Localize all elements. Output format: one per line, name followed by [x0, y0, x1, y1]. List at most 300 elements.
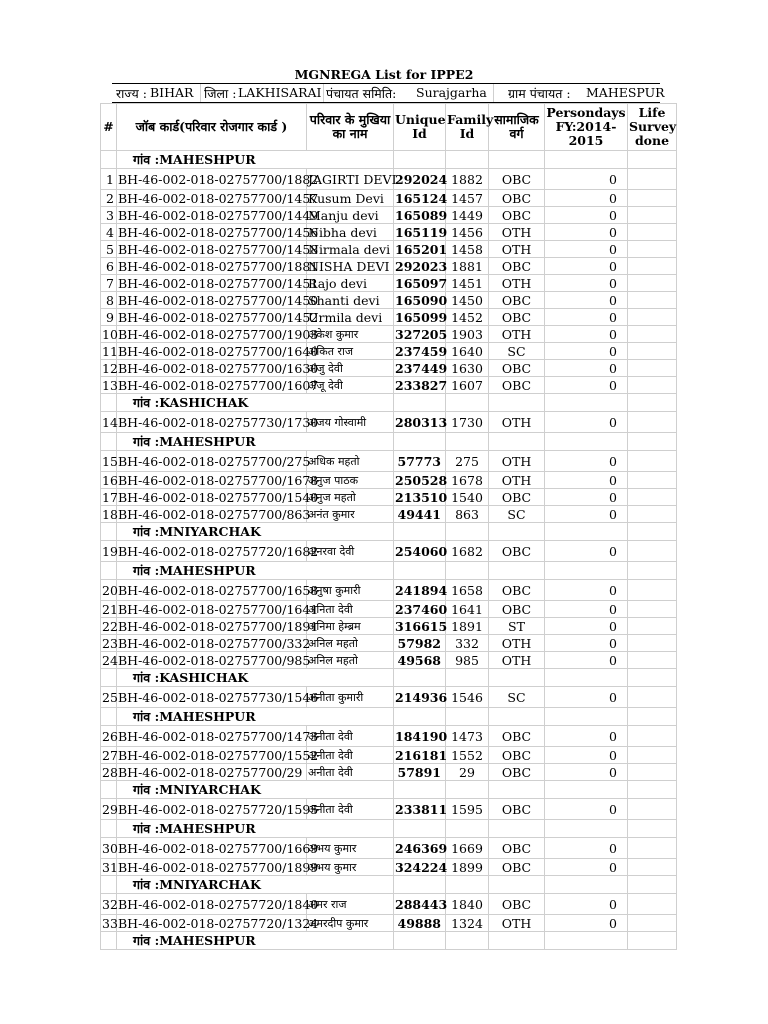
- empty-cell: [489, 932, 545, 950]
- empty-cell: [446, 669, 489, 687]
- panchayat-label: ग्राम पंचायत :: [508, 86, 571, 101]
- village-header-row: [101, 151, 677, 169]
- life-survey-cell: [628, 764, 677, 781]
- empty-cell: [101, 708, 117, 726]
- job-card-number: BH-46-002-018-02757700/1458: [118, 241, 319, 257]
- empty-cell: [101, 562, 117, 580]
- col-header-life-survey: Life Survey done: [628, 104, 677, 151]
- village-name: गांव :MNIYARCHAK: [117, 876, 394, 894]
- serial-number: 32: [101, 894, 117, 915]
- family-id: 1458: [446, 241, 489, 258]
- family-id: 1630: [446, 360, 489, 377]
- unique-id: 165090: [395, 292, 448, 308]
- persondays-value: 0: [545, 190, 628, 207]
- life-survey-cell: [628, 275, 677, 292]
- empty-cell: [545, 708, 628, 726]
- persondays-value: 0: [545, 859, 628, 876]
- life-survey-cell: [628, 224, 677, 241]
- village-header-row: [101, 932, 677, 950]
- empty-cell: [489, 523, 545, 541]
- social-category: SC: [489, 343, 545, 360]
- job-card-number: BH-46-002-018-02757700/1899: [118, 859, 319, 875]
- life-survey-cell: [628, 190, 677, 207]
- job-card-number: BH-46-002-018-02757700/1882: [117, 169, 307, 190]
- job-card-number: BH-46-002-018-02757720/1840: [117, 894, 307, 915]
- col-header-serial: #: [101, 104, 117, 151]
- head-of-family-name: NISHA DEVI: [307, 258, 394, 275]
- unique-id: 292024: [394, 169, 446, 190]
- persondays-value: 0: [545, 343, 628, 360]
- empty-cell: [545, 876, 628, 894]
- village-name: गांव :MAHESHPUR: [117, 562, 394, 580]
- serial-number: 1: [101, 169, 117, 190]
- unique-id: 237460: [395, 601, 448, 617]
- serial-number: 33: [102, 915, 118, 931]
- table-row: [101, 472, 677, 489]
- family-id: 1457: [446, 190, 489, 207]
- unique-id: 233827: [395, 377, 448, 393]
- empty-cell: [545, 820, 628, 838]
- persondays-value: 0: [545, 169, 628, 190]
- social-category: OBC: [489, 747, 545, 764]
- social-category: OTH: [489, 915, 545, 932]
- persondays-value: 0: [545, 687, 628, 708]
- persondays-value: 0: [545, 747, 628, 764]
- serial-number: 27: [102, 747, 118, 763]
- unique-id: 57982: [394, 635, 446, 652]
- social-category: OBC: [489, 764, 545, 781]
- family-id: 1881: [446, 258, 489, 275]
- table-row: [101, 451, 677, 472]
- family-id: 1641: [446, 601, 489, 618]
- job-card-number: BH-46-002-018-02757700/1678: [118, 472, 319, 488]
- empty-cell: [446, 562, 489, 580]
- empty-cell: [101, 523, 117, 541]
- social-category: OBC: [489, 541, 545, 562]
- persondays-value: 0: [545, 726, 628, 747]
- header-divider: [493, 84, 494, 102]
- head-of-family-name: अमर राज: [307, 894, 394, 915]
- serial-number: 4: [101, 224, 117, 241]
- empty-cell: [446, 433, 489, 451]
- unique-id: 214936: [394, 687, 446, 708]
- job-card-number: BH-46-002-018-02757700/275: [117, 451, 307, 472]
- unique-id: 327205: [395, 326, 448, 342]
- empty-cell: [545, 433, 628, 451]
- social-category: OBC: [489, 894, 545, 915]
- life-survey-cell: [628, 618, 677, 635]
- serial-number: 6: [101, 258, 117, 275]
- village-header-row: [101, 820, 677, 838]
- empty-cell: [545, 932, 628, 950]
- life-survey-cell: [628, 377, 677, 394]
- persondays-value: 0: [545, 241, 628, 258]
- table-row: [101, 190, 677, 207]
- family-id: 1882: [446, 169, 489, 190]
- village-name: गांव :MAHESHPUR: [117, 151, 394, 169]
- social-category: OBC: [489, 292, 545, 309]
- table-row: [101, 541, 677, 562]
- job-card-number: BH-46-002-018-02757730/1546: [117, 687, 307, 708]
- family-id: 1595: [446, 799, 489, 820]
- state-label: राज्य :: [116, 86, 147, 101]
- persondays-value: 0: [545, 224, 628, 241]
- family-id: 1730: [446, 412, 489, 433]
- empty-cell: [394, 562, 446, 580]
- life-survey-cell: [628, 687, 677, 708]
- life-survey-cell: [628, 451, 677, 472]
- empty-cell: [628, 562, 677, 580]
- head-of-family-name: अजय गोस्वामी: [307, 412, 394, 433]
- serial-number: 20: [101, 580, 117, 601]
- persondays-value: 0: [545, 838, 628, 859]
- social-category: OTH: [489, 472, 545, 489]
- empty-cell: [101, 433, 117, 451]
- life-survey-cell: [628, 541, 677, 562]
- social-category: OBC: [489, 360, 545, 377]
- unique-id: 165099: [395, 309, 448, 325]
- job-card-number: BH-46-002-018-02757700/1473: [117, 726, 307, 747]
- empty-cell: [446, 151, 489, 169]
- district-label: जिला :: [204, 86, 237, 101]
- life-survey-cell: [628, 343, 677, 360]
- mgnrega-table: [100, 103, 677, 950]
- empty-cell: [545, 523, 628, 541]
- head-of-family-name: अनिता देवी: [307, 601, 394, 618]
- unique-id: 165119: [395, 224, 448, 240]
- unique-id: 316615: [395, 618, 448, 634]
- persondays-value: 0: [545, 618, 628, 635]
- head-of-family-name: Kusum Devi: [307, 190, 394, 207]
- empty-cell: [446, 876, 489, 894]
- life-survey-cell: [628, 726, 677, 747]
- job-card-number: BH-46-002-018-02757700/1451: [118, 275, 319, 291]
- serial-number: 28: [102, 764, 118, 780]
- social-category: OTH: [489, 275, 545, 292]
- empty-cell: [394, 932, 446, 950]
- head-of-family-name: अमरदीप कुमार: [307, 915, 394, 932]
- unique-id: 165097: [395, 275, 448, 291]
- job-card-number: BH-46-002-018-02757700/1669: [117, 838, 307, 859]
- empty-cell: [628, 820, 677, 838]
- empty-cell: [101, 151, 117, 169]
- table-row: [101, 224, 677, 241]
- serial-number: 9: [101, 309, 117, 326]
- village-name: गांव :MAHESHPUR: [117, 820, 394, 838]
- empty-cell: [446, 932, 489, 950]
- life-survey-cell: [628, 412, 677, 433]
- table-row: [101, 169, 677, 190]
- table-row: [101, 412, 677, 433]
- social-category: OBC: [489, 309, 545, 326]
- village-name: गांव :MNIYARCHAK: [117, 523, 394, 541]
- family-id: 1546: [446, 687, 489, 708]
- empty-cell: [489, 820, 545, 838]
- job-card-number: BH-46-002-018-02757700/985: [118, 652, 311, 668]
- job-card-number: BH-46-002-018-02757720/1682: [117, 541, 307, 562]
- document-title: MGNREGA List for IPPE2: [294, 67, 474, 82]
- unique-id: 241894: [394, 580, 446, 601]
- job-card-number: BH-46-002-018-02757700/1641: [118, 601, 319, 617]
- village-name: गांव :MAHESHPUR: [117, 932, 394, 950]
- empty-cell: [489, 669, 545, 687]
- table-row: [101, 377, 677, 394]
- serial-number: 26: [101, 726, 117, 747]
- village-header-row: [101, 876, 677, 894]
- life-survey-cell: [628, 258, 677, 275]
- persondays-value: 0: [545, 412, 628, 433]
- empty-cell: [101, 669, 117, 687]
- empty-cell: [101, 932, 117, 950]
- head-of-family-name: अनंत कुमार: [307, 506, 394, 523]
- table-row: [101, 652, 677, 669]
- life-survey-cell: [628, 309, 677, 326]
- persondays-value: 0: [545, 652, 628, 669]
- serial-number: 15: [101, 451, 117, 472]
- head-of-family-name: अनीता देवी: [307, 764, 394, 781]
- family-id: 1640: [446, 343, 489, 360]
- table-row: [101, 360, 677, 377]
- head-of-family-name: अभय कुमार: [307, 859, 394, 876]
- serial-number: 22: [102, 618, 118, 634]
- head-of-family-name: अनुज पाठक: [307, 472, 394, 489]
- col-header-job-card: जॉब कार्ड(परिवार रोजगार कार्ड ): [117, 104, 307, 151]
- table-row: [101, 506, 677, 523]
- unique-id: 246369: [394, 838, 446, 859]
- unique-id: 216181: [395, 747, 448, 763]
- family-id: 1450: [446, 292, 489, 309]
- empty-cell: [489, 394, 545, 412]
- head-of-family-name: अंकित राज: [307, 343, 394, 360]
- social-category: OTH: [489, 451, 545, 472]
- family-id: 275: [446, 451, 489, 472]
- life-survey-cell: [628, 799, 677, 820]
- head-of-family-name: अंजू देवी: [307, 377, 394, 394]
- life-survey-cell: [628, 326, 677, 343]
- village-header-row: [101, 669, 677, 687]
- social-category: OBC: [489, 169, 545, 190]
- family-id: 1552: [446, 747, 489, 764]
- job-card-number: BH-46-002-018-02757700/1658: [117, 580, 307, 601]
- head-of-family-name: अनीता देवी: [307, 747, 394, 764]
- job-card-number: BH-46-002-018-02757700/1903: [118, 326, 319, 342]
- persondays-value: 0: [545, 635, 628, 652]
- family-id: 1324: [446, 915, 489, 932]
- empty-cell: [101, 781, 117, 799]
- family-id: 1891: [446, 618, 489, 635]
- family-id: 1903: [446, 326, 489, 343]
- unique-id: 184190: [394, 726, 446, 747]
- head-of-family-name: अनुषा कुमारी: [307, 580, 394, 601]
- social-category: OBC: [489, 838, 545, 859]
- life-survey-cell: [628, 635, 677, 652]
- empty-cell: [489, 562, 545, 580]
- job-card-number: BH-46-002-018-02757700/1640: [118, 343, 319, 359]
- table-row: [101, 915, 677, 932]
- persondays-value: 0: [545, 275, 628, 292]
- empty-cell: [545, 562, 628, 580]
- life-survey-cell: [628, 859, 677, 876]
- head-of-family-name: अधिक महतो: [307, 451, 394, 472]
- social-category: OTH: [489, 224, 545, 241]
- village-name: गांव :KASHICHAK: [117, 669, 394, 687]
- serial-number: 17: [102, 489, 118, 505]
- empty-cell: [394, 820, 446, 838]
- persondays-value: 0: [545, 377, 628, 394]
- empty-cell: [101, 876, 117, 894]
- life-survey-cell: [628, 207, 677, 224]
- unique-id: 57891: [394, 764, 446, 781]
- social-category: OTH: [489, 412, 545, 433]
- family-id: 1658: [446, 580, 489, 601]
- family-id: 1669: [446, 838, 489, 859]
- head-of-family-name: Nibha devi: [307, 224, 394, 241]
- empty-cell: [446, 523, 489, 541]
- serial-number: 12: [102, 360, 118, 376]
- head-of-family-name: अनीता देवी: [307, 726, 394, 747]
- unique-id: 237449: [395, 360, 448, 376]
- persondays-value: 0: [545, 799, 628, 820]
- serial-number: 14: [101, 412, 117, 433]
- head-of-family-name: Nirmala devi: [307, 241, 394, 258]
- job-card-number: BH-46-002-018-02757700/1450: [118, 292, 319, 308]
- village-header-row: [101, 781, 677, 799]
- social-category: SC: [489, 687, 545, 708]
- unique-id: 57773: [394, 451, 446, 472]
- life-survey-cell: [628, 601, 677, 618]
- empty-cell: [394, 669, 446, 687]
- social-category: OTH: [489, 241, 545, 258]
- head-of-family-name: अनरवा देवी: [307, 541, 394, 562]
- persondays-value: 0: [545, 580, 628, 601]
- serial-number: 31: [102, 859, 118, 875]
- unique-id: 280313: [394, 412, 446, 433]
- serial-number: 24: [102, 652, 118, 668]
- life-survey-cell: [628, 169, 677, 190]
- job-card-number: BH-46-002-018-02757700/1881: [118, 258, 319, 274]
- table-row: [101, 726, 677, 747]
- social-category: OTH: [489, 635, 545, 652]
- unique-id: 165124: [395, 190, 448, 206]
- table-row: [101, 258, 677, 275]
- head-of-family-name: Urmila devi: [307, 309, 394, 326]
- table-row: [101, 275, 677, 292]
- village-header-row: [101, 523, 677, 541]
- family-id: 1473: [446, 726, 489, 747]
- empty-cell: [628, 151, 677, 169]
- table-row: [101, 747, 677, 764]
- job-card-number: BH-46-002-018-02757730/1730: [117, 412, 307, 433]
- village-header-row: [101, 708, 677, 726]
- job-card-number: BH-46-002-018-02757720/1595: [117, 799, 307, 820]
- family-id: 1540: [446, 489, 489, 506]
- empty-cell: [628, 708, 677, 726]
- unique-id: 237459: [395, 343, 448, 359]
- life-survey-cell: [628, 915, 677, 932]
- col-header-social-category: सामाजिक वर्ग: [489, 104, 545, 151]
- family-id: 1449: [446, 207, 489, 224]
- social-category: OBC: [489, 859, 545, 876]
- location-header: [112, 83, 665, 103]
- empty-cell: [489, 876, 545, 894]
- persondays-value: 0: [545, 489, 628, 506]
- empty-cell: [394, 876, 446, 894]
- empty-cell: [545, 781, 628, 799]
- persondays-value: 0: [545, 309, 628, 326]
- head-of-family-name: अभय कुमार: [307, 838, 394, 859]
- empty-cell: [545, 669, 628, 687]
- persondays-value: 0: [545, 258, 628, 275]
- empty-cell: [394, 394, 446, 412]
- persondays-value: 0: [545, 472, 628, 489]
- persondays-value: 0: [545, 894, 628, 915]
- social-category: OBC: [489, 799, 545, 820]
- table-row: [101, 326, 677, 343]
- serial-number: 3: [101, 207, 117, 224]
- unique-id: 288443: [394, 894, 446, 915]
- serial-number: 18: [102, 506, 118, 522]
- head-of-family-name: अनिल महतो: [307, 652, 394, 669]
- table-row: [101, 859, 677, 876]
- life-survey-cell: [628, 894, 677, 915]
- job-card-number: BH-46-002-018-02757700/1540: [118, 489, 319, 505]
- job-card-number: BH-46-002-018-02757700/1457: [118, 190, 319, 206]
- col-header-persondays: Persondays FY:2014-2015: [545, 104, 628, 151]
- empty-cell: [446, 820, 489, 838]
- village-name: गांव :MAHESHPUR: [117, 708, 394, 726]
- social-category: OBC: [489, 580, 545, 601]
- job-card-number: BH-46-002-018-02757700/29: [117, 764, 307, 781]
- persondays-value: 0: [545, 326, 628, 343]
- empty-cell: [101, 394, 117, 412]
- serial-number: 8: [101, 292, 117, 309]
- job-card-number: BH-46-002-018-02757700/1630: [118, 360, 319, 376]
- life-survey-cell: [628, 292, 677, 309]
- social-category: OBC: [489, 190, 545, 207]
- table-row: [101, 292, 677, 309]
- head-of-family-name: अनीता कुमारी: [307, 687, 394, 708]
- table-row: [101, 838, 677, 859]
- state-value: BIHAR: [150, 85, 194, 100]
- social-category: OTH: [489, 652, 545, 669]
- family-id: 985: [446, 652, 489, 669]
- empty-cell: [446, 781, 489, 799]
- serial-number: 2: [101, 190, 117, 207]
- family-id: 1678: [446, 472, 489, 489]
- family-id: 1899: [446, 859, 489, 876]
- empty-cell: [489, 781, 545, 799]
- table-row: [101, 309, 677, 326]
- life-survey-cell: [628, 652, 677, 669]
- head-of-family-name: अनीता देवी: [307, 799, 394, 820]
- persondays-value: 0: [545, 207, 628, 224]
- empty-cell: [489, 151, 545, 169]
- village-header-row: [101, 433, 677, 451]
- life-survey-cell: [628, 747, 677, 764]
- empty-cell: [394, 708, 446, 726]
- serial-number: 5: [101, 241, 117, 258]
- persondays-value: 0: [545, 601, 628, 618]
- job-card-number: BH-46-002-018-02757700/863: [118, 506, 311, 522]
- persondays-value: 0: [545, 506, 628, 523]
- job-card-number: BH-46-002-018-02757700/1449: [118, 207, 319, 223]
- persondays-value: 0: [545, 541, 628, 562]
- empty-cell: [628, 781, 677, 799]
- unique-id: 292023: [395, 258, 448, 274]
- social-category: OTH: [489, 326, 545, 343]
- serial-number: 25: [101, 687, 117, 708]
- empty-cell: [628, 669, 677, 687]
